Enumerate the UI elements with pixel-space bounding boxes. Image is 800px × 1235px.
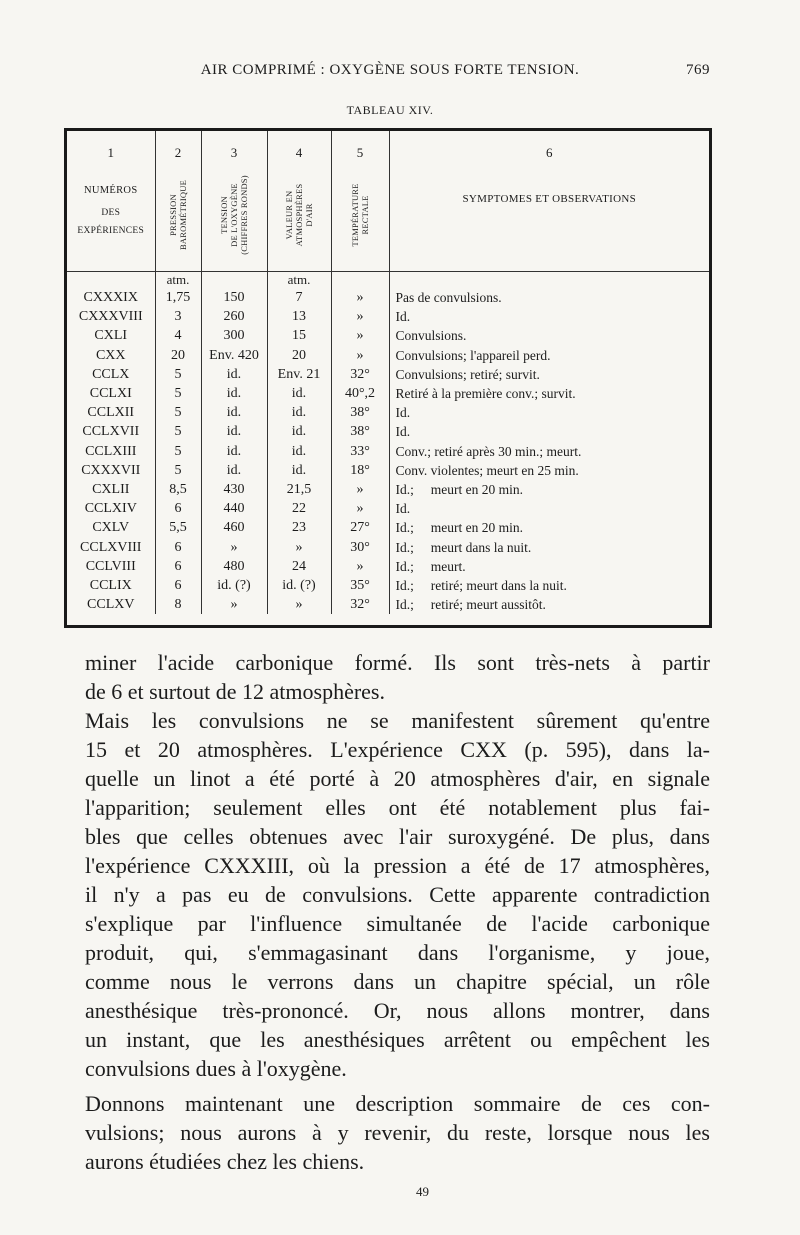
table-cell: CCLX [92,366,130,382]
table-row [67,557,709,576]
table-cell: id. [201,403,267,422]
column-number: 1 [107,145,114,160]
column-label-line: DES [101,208,121,218]
column-header-5 [331,131,389,272]
table-cell: CCLXV [87,597,135,613]
table-cell: 30° [331,537,389,556]
table-cell: 23 [267,518,331,537]
table-cell: 5 [155,442,201,461]
table-cell: CXLV [92,520,130,536]
observation-cell: Id.; meurt. [389,557,709,576]
units-cell: atm. [155,272,201,289]
body-text [85,648,710,1176]
observation-cell: Conv. violentes; meurt en 25 min. [389,461,709,480]
body-line: quelle un linot a été porté à 20 atmosphères d'air, en signale [85,766,710,791]
table-cell: CXXXVII [81,462,141,478]
table-cell: id. (?) [267,576,331,595]
table-cell: 20 [155,346,201,365]
units-cell [67,272,155,289]
column-label-line: TENSION [219,196,229,234]
observation-cell: Id.; meurt dans la nuit. [389,537,709,556]
table-cell: » [267,537,331,556]
table-row [67,576,709,595]
table-cell: 5 [155,365,201,384]
table-row [67,384,709,403]
table-cell: 460 [201,518,267,537]
column-header-3 [201,131,267,272]
table-cell: » [201,537,267,556]
table-cell: 1,75 [155,288,201,307]
observation-cell: Convulsions. [389,326,709,345]
table-cell: » [331,288,389,307]
observation-cell: Retiré à la première conv.; survit. [389,384,709,403]
column-label-line: PRESSION [168,194,178,236]
table-cell: id. [201,365,267,384]
table-cell: Env. 21 [267,365,331,384]
table-cell: 32° [331,365,389,384]
column-header-6 [389,131,709,272]
table-cell: id. [201,461,267,480]
vertical-column-label [219,175,249,254]
table-row [67,365,709,384]
table-cell: id. [201,384,267,403]
table-caption: TABLEAU XIV. [346,103,434,117]
running-head [70,62,710,86]
observation-cell: Id. [389,499,709,518]
table-cell: CXXXIX [83,290,138,306]
body-line: aurons étudiées chez les chiens. [85,1149,365,1174]
column-header-4 [267,131,331,272]
observation-cell: Id.; retiré; meurt aussitôt. [389,595,709,614]
units-cell [201,272,267,289]
observation-cell: Id. [389,403,709,422]
table-cell: 24 [267,557,331,576]
table-cell: 430 [201,480,267,499]
table-cell: » [331,499,389,518]
body-line: un instant, que les anesthésiques arrêtent ou empêchent les [85,1027,710,1052]
body-line: l'apparition; seulement elles ont été notablement plus fai- [85,795,710,820]
table-cell: CCLXVIII [80,539,142,555]
table-cell: 4 [155,326,201,345]
table-cell: CCLXII [87,405,135,421]
body-line: convulsions dues à l'oxygène. [85,1056,347,1081]
table-cell: 3 [155,307,201,326]
body-line: vulsions; nous aurons à y revenir, du reste, lorsque nous les [85,1120,710,1145]
vertical-column-label [350,183,370,246]
table-cell: id. [201,422,267,441]
table-cell: Env. 420 [201,346,267,365]
table-cell: 33° [331,442,389,461]
table-cell: 13 [267,307,331,326]
units-cell: atm. [267,272,331,289]
column-label-line: (CHIFFRES RONDS) [239,175,249,255]
table-cell: 40°,2 [331,384,389,403]
table-cell: id. [267,384,331,403]
observation-cell: Id. [389,422,709,441]
table-cell: 440 [201,499,267,518]
column-label-line: DE L'OXYGÈNE [229,183,239,247]
table-cell: 8,5 [155,480,201,499]
table-cell: CCLXIV [84,501,137,517]
column-label-line: NUMÉROS [84,185,138,196]
column-label-line: ATMOSPHÈRES [294,183,304,247]
table-cell: CCLXI [89,386,132,402]
table-cell: CXX [95,347,126,363]
column-label-line: TEMPÉRATURE [350,183,360,247]
table-row [67,461,709,480]
table-cell: 5 [155,403,201,422]
table-cell: » [201,595,267,614]
running-head-title: AIR COMPRIMÉ : OXYGÈNE SOUS FORTE TENSION. [200,62,580,78]
table-row [67,307,709,326]
body-line: Donnons maintenant une description sommaire de ces con- [85,1091,710,1116]
table-cell: » [331,480,389,499]
table-cell: 32° [331,595,389,614]
table-cell: » [331,326,389,345]
observation-cell: Id.; meurt en 20 min. [389,518,709,537]
table-cell: 5 [155,384,201,403]
folio-signature: 49 [416,1184,429,1199]
column-header-1 [67,131,155,272]
column-label-line: SYMPTOMES ET OBSERVATIONS [462,193,636,205]
body-line: 15 et 20 atmosphères. L'expérience CXX (p. 595), dans la- [85,737,710,762]
body-line: bles que celles obtenues avec l'air suroxygéné. De plus, dans [85,824,710,849]
table-row [67,442,709,461]
table-cell: id. [267,422,331,441]
table-cell: 5 [155,422,201,441]
table-cell: » [331,557,389,576]
table-row [67,518,709,537]
column-number: 5 [356,145,364,160]
body-line: comme nous le verrons dans un chapitre spécial, un rôle [85,969,710,994]
body-line: s'explique par l'influence simultanée de l'acide carbonique [85,911,710,936]
table-cell: 20 [267,346,331,365]
table-cell: CCLXVII [82,424,140,440]
observation-cell: Convulsions; retiré; survit. [389,365,709,384]
column-label-line: D'AIR [304,203,314,227]
body-line: Mais les convulsions ne se manifestent sûrement qu'entre [85,708,710,733]
table-row [67,422,709,441]
body-line: l'expérience CXXXIII, où la pression a été de 17 atmosphères, [85,853,710,878]
table-cell: id. [267,442,331,461]
table-cell: 22 [267,499,331,518]
table-cell: 6 [155,499,201,518]
observation-cell: Pas de convulsions. [389,288,709,307]
data-table-frame [64,128,712,628]
table-row [67,537,709,556]
table-row [67,480,709,499]
data-table [67,131,709,614]
column-label-line: VALEUR EN [284,190,294,240]
table-cell: » [331,346,389,365]
table-cell: 300 [201,326,267,345]
table-cell: id. (?) [201,576,267,595]
table-cell: 480 [201,557,267,576]
table-cell: 5,5 [155,518,201,537]
body-line: produit, qui, s'emmagasinant dans l'organisme, y joue, [85,940,710,965]
observation-cell: Conv.; retiré après 30 min.; meurt. [389,442,709,461]
table-cell: CXXXVIII [78,309,143,325]
body-line: miner l'acide carbonique formé. Ils sont très-nets à partir [85,650,710,675]
column-number: 4 [295,145,303,160]
table-cell: 6 [155,576,201,595]
vertical-column-label [284,184,314,247]
units-cell [331,272,389,289]
table-cell: 15 [267,326,331,345]
table-body [67,272,709,615]
observation-cell: Id.; meurt en 20 min. [389,480,709,499]
table-cell: id. [201,442,267,461]
table-row [67,346,709,365]
table-row [67,403,709,422]
table-cell: » [331,307,389,326]
units-row [67,272,709,289]
table-cell: 8 [155,595,201,614]
table-cell: CXLI [94,328,128,344]
body-line: de 6 et surtout de 12 atmosphères. [85,679,385,704]
table-cell: 38° [331,422,389,441]
column-label-line: BAROMÉTRIQUE [178,180,188,250]
body-line: anesthésique très-prononcé. Or, nous allons montrer, dans [85,998,710,1023]
units-cell [389,272,709,289]
table-cell: 7 [267,288,331,307]
table-header-row [67,131,709,272]
column-number: 2 [174,145,182,160]
table-cell: 21,5 [267,480,331,499]
table-cell: 260 [201,307,267,326]
table-cell: CCLVIII [85,558,136,574]
observation-cell: Id. [389,307,709,326]
column-label-line: EXPÉRIENCES [77,226,145,236]
vertical-column-label [168,180,188,250]
table-cell: 38° [331,403,389,422]
table-row [67,595,709,614]
table-row [67,326,709,345]
column-label-line: RECTALE [360,195,370,235]
observation-cell: Convulsions; l'appareil perd. [389,346,709,365]
table-cell: id. [267,461,331,480]
table-cell: 6 [155,537,201,556]
table-cell: CXLII [92,481,130,497]
body-line: il n'y a pas eu de convulsions. Cette apparente contradiction [85,882,710,907]
table-cell: CCLXIII [85,443,137,459]
table-cell: 6 [155,557,201,576]
table-row [67,288,709,307]
table-cell: 35° [331,576,389,595]
column-header-2 [155,131,201,272]
column-number: 6 [546,145,553,160]
table-cell: 5 [155,461,201,480]
table-cell: » [267,595,331,614]
observation-cell: Id.; retiré; meurt dans la nuit. [389,576,709,595]
table-cell: 18° [331,461,389,480]
page-number: 769 [686,62,710,78]
table-cell: id. [267,403,331,422]
table-cell: 27° [331,518,389,537]
table-row [67,499,709,518]
table-cell: CCLIX [89,577,132,593]
table-cell: 150 [201,288,267,307]
column-number: 3 [230,145,238,160]
